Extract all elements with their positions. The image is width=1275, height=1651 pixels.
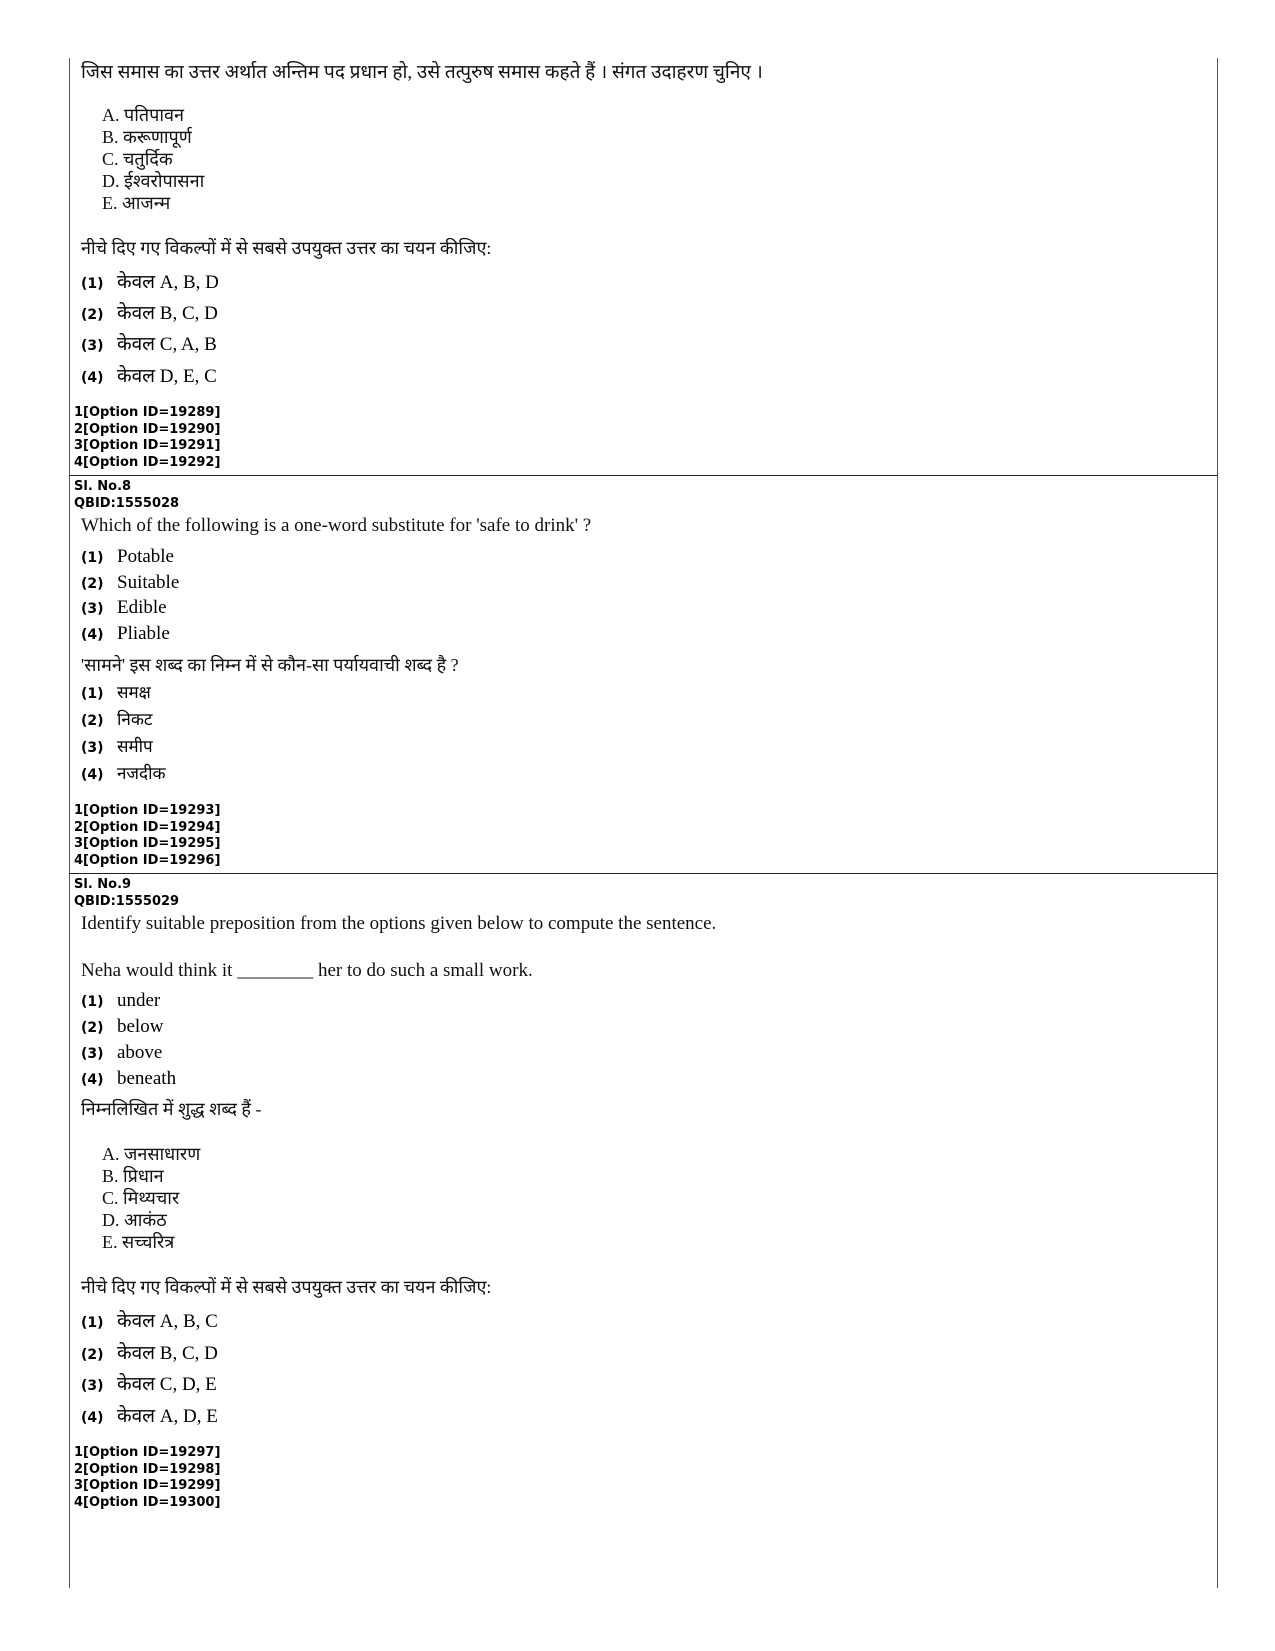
q7-option-id-2: 2[Option ID=19290]	[74, 421, 221, 437]
q7-option-id-4: 4[Option ID=19292]	[74, 454, 221, 470]
q8-option-id-4: 4[Option ID=19296]	[74, 852, 221, 868]
q7-question-text: जिस समास का उत्तर अर्थात अन्तिम पद प्रधान हो, उसे तत्पुरुष समास कहते हैं । संगत उदाहरण चुनिए ।	[81, 62, 763, 83]
q9-en-option-3	[81, 1042, 162, 1064]
q7-statement-e: E. आजन्म	[102, 193, 171, 213]
q8-en-option-4-text: Pliable	[117, 623, 170, 644]
q9-statement-b: B. प्रिधान	[102, 1166, 164, 1186]
q9-hi-option-3-text: केवल C, D, E	[117, 1374, 217, 1395]
q9-en-option-3-text: above	[117, 1042, 163, 1063]
q7-option-1-number: (1)	[81, 276, 104, 292]
q9-hi-option-1-text: केवल A, B, C	[117, 1311, 218, 1332]
q9-option-ids	[74, 1445, 220, 1511]
q7-option-3	[81, 330, 217, 356]
q9-hi-option-2	[81, 1339, 218, 1365]
q9-en-option-4-number: (4)	[81, 1072, 104, 1088]
q9-en-option-2	[81, 1016, 163, 1038]
q9-en-option-1	[81, 990, 160, 1012]
q9-option-id-3: 3[Option ID=19299]	[74, 1478, 221, 1493]
q8-option-id-3: 3[Option ID=19295]	[74, 836, 221, 851]
q8-en-option-1-text: Potable	[117, 546, 174, 567]
divider	[69, 873, 1217, 874]
q8-en-option-3-number: (3)	[81, 601, 104, 617]
q9-option-id-4: 4[Option ID=19300]	[74, 1494, 221, 1510]
q9-statement-c: C. मिथ्यचार	[102, 1188, 180, 1208]
q9-en-option-2-number: (2)	[81, 1020, 104, 1036]
q8-hi-option-1-text: समक्ष	[117, 683, 151, 702]
q9-qbid: QBID:1555029	[74, 893, 180, 909]
q9-hi-option-4-number: (4)	[81, 1410, 104, 1426]
q9-instruction: नीचे दिए गए विकल्पों में से सबसे उपयुक्त उत्तर का चयन कीजिए:	[81, 1277, 492, 1297]
q8-hi-option-3-text: समीप	[117, 737, 153, 756]
q9-serial-number: Sl. No.9	[74, 877, 132, 892]
q8-en-option-2-text: Suitable	[117, 572, 180, 593]
q9-question-hi: निम्नलिखित में शुद्ध शब्द हैं -	[81, 1099, 262, 1119]
q9-en-option-2-text: below	[117, 1016, 164, 1037]
q9-hi-option-1	[81, 1307, 218, 1333]
q9-option-id-2: 2[Option ID=19298]	[74, 1461, 221, 1477]
q9-hi-option-4-text: केवल A, D, E	[117, 1406, 218, 1427]
q8-en-option-4	[81, 623, 170, 645]
q8-option-id-1: 1[Option ID=19293]	[74, 803, 221, 818]
q8-hi-option-3	[81, 734, 153, 757]
q7-statement-c: C. चतुर्दिक	[102, 149, 173, 169]
q9-en-option-1-number: (1)	[81, 994, 104, 1010]
q8-en-option-1-number: (1)	[81, 550, 104, 566]
q7-option-1	[81, 268, 219, 294]
q7-option-2-number: (2)	[81, 307, 104, 323]
q9-question-en: Identify suitable preposition from the options given below to compute the sentence.	[81, 913, 717, 934]
q7-option-3-number: (3)	[81, 338, 104, 354]
q9-hi-option-2-number: (2)	[81, 1347, 104, 1363]
q8-hi-option-4-text: नजदीक	[117, 764, 166, 783]
q9-statement-e: E. सच्चरित्र	[102, 1232, 175, 1252]
q8-serial-number: Sl. No.8	[74, 479, 132, 494]
q7-statement-a: A. पतिपावन	[102, 105, 185, 125]
q8-en-option-1	[81, 546, 174, 568]
q8-en-option-2-number: (2)	[81, 576, 104, 592]
q7-option-ids	[74, 405, 220, 471]
q9-hi-option-1-number: (1)	[81, 1315, 104, 1331]
q9-hi-option-3-number: (3)	[81, 1378, 104, 1394]
q8-header	[74, 479, 179, 512]
divider	[69, 475, 1217, 476]
q7-option-2	[81, 299, 218, 325]
q9-header	[74, 877, 179, 910]
q8-hi-option-2-text: निकट	[117, 710, 153, 729]
q8-en-option-4-number: (4)	[81, 627, 104, 643]
q9-hi-option-3	[81, 1370, 217, 1396]
q8-question-hi: 'सामने' इस शब्द का निम्न में से कौन-सा पर्यायवाची शब्द है ?	[81, 655, 459, 675]
q7-statement-d: D. ईश्वरोपासना	[102, 171, 205, 191]
q9-hi-option-4	[81, 1402, 218, 1428]
question-table-frame	[69, 58, 1218, 1588]
q8-hi-option-2	[81, 707, 152, 730]
q8-en-option-3-text: Edible	[117, 597, 167, 618]
q7-option-4	[81, 362, 217, 388]
q8-en-option-2	[81, 572, 179, 594]
q9-en-option-3-number: (3)	[81, 1046, 104, 1062]
q8-hi-option-2-number: (2)	[81, 713, 104, 729]
q8-qbid: QBID:1555028	[74, 495, 180, 511]
q8-hi-option-4-number: (4)	[81, 767, 104, 783]
q9-en-option-1-text: under	[117, 990, 161, 1011]
q7-option-3-text: केवल C, A, B	[117, 334, 217, 355]
q9-option-id-1: 1[Option ID=19297]	[74, 1445, 221, 1460]
q9-statement-a: A. जनसाधारण	[102, 1144, 201, 1164]
q8-hi-option-4	[81, 761, 166, 784]
q7-option-4-text: केवल D, E, C	[117, 366, 217, 387]
q8-question-en: Which of the following is a one-word substitute for 'safe to drink' ?	[81, 515, 592, 536]
q8-hi-option-3-number: (3)	[81, 740, 104, 756]
q8-option-ids	[74, 803, 220, 869]
q8-option-id-2: 2[Option ID=19294]	[74, 819, 221, 835]
q7-instruction: नीचे दिए गए विकल्पों में से सबसे उपयुक्त उत्तर का चयन कीजिए:	[81, 238, 492, 258]
q9-sentence: Neha would think it ________ her to do such a small work.	[81, 960, 533, 981]
q9-hi-option-2-text: केवल B, C, D	[117, 1343, 218, 1364]
q8-hi-option-1	[81, 680, 151, 703]
q7-statement-b: B. करूणापूर्ण	[102, 127, 192, 147]
q9-en-option-4-text: beneath	[117, 1068, 177, 1089]
q9-en-option-4	[81, 1068, 176, 1090]
q7-option-id-3: 3[Option ID=19291]	[74, 438, 221, 453]
q7-option-1-text: केवल A, B, D	[117, 272, 219, 293]
q8-hi-option-1-number: (1)	[81, 686, 104, 702]
q7-option-4-number: (4)	[81, 370, 104, 386]
q7-option-id-1: 1[Option ID=19289]	[74, 405, 221, 420]
q8-en-option-3	[81, 597, 167, 619]
q7-option-2-text: केवल B, C, D	[117, 303, 218, 324]
q9-statement-d: D. आकंठ	[102, 1210, 167, 1230]
